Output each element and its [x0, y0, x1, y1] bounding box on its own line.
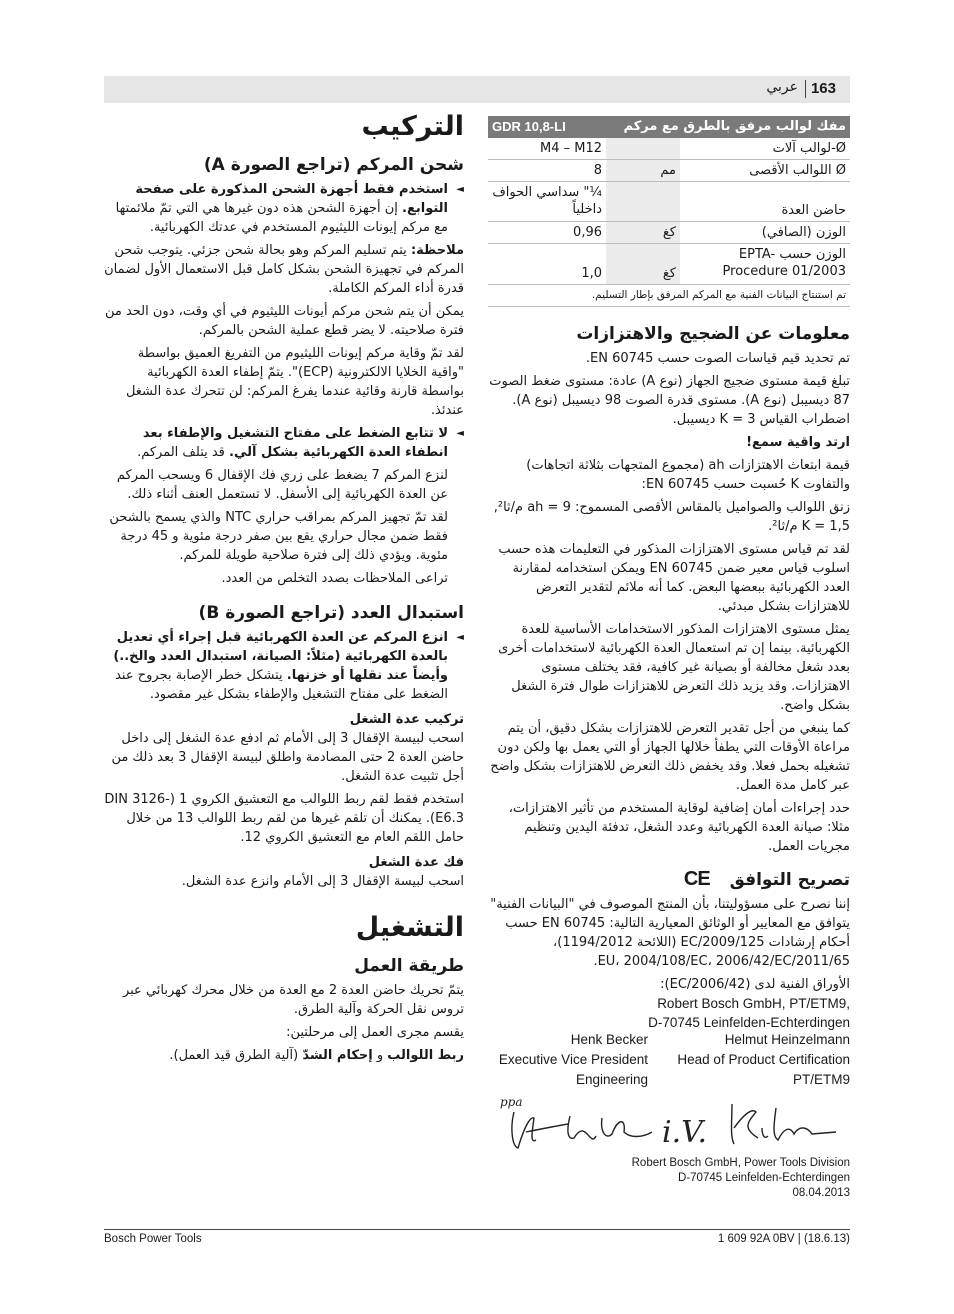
- row-value: 1,0: [488, 244, 606, 285]
- charging-note: [104, 241, 464, 298]
- row-unit: كغ: [606, 222, 680, 244]
- charger-warning-text: إن أجهزة الشحن هذه دون غيرها هي التي تمّ ملائمتها مع مركم إيونات الليثيوم المستخدم في عدتك الكهربائية.: [115, 201, 448, 235]
- battery-removal-warning-bold: انزع المركم عن العدة الكهربائية قبل إجراء أي تعديل بالعدة الكهربائية (مثلاً: الصيانة، استبدال العدد والخ..) وأيضاً عند نقلها أو خزنها.: [113, 630, 448, 683]
- insert-tool-paragraph-1: اسحب لبيسة الإقفال 3 إلى الأمام ثم ادفع عدة الشغل إلى داخل حاضن العدة 2 حتى المصادمة واطلق لبيسة الإقفال 3 بعد ذلك من أجل تثبيت عدة الشغل.: [111, 731, 464, 784]
- row-label: الوزن (الصافي): [680, 222, 850, 244]
- row-value: [488, 138, 606, 160]
- switch-warning: [104, 424, 464, 462]
- section-title-operation: التشغيل: [355, 912, 464, 943]
- paragraph-remove-battery: لنزع المركم 7 يضغط على زري فك الإقفال 6 ويسحب المركم عن العدة الكهربائية إلى الأسفل. لا تستعمل العنف أثناء ذلك.: [116, 468, 448, 502]
- tool-change-heading: استبدال العدد (تراجع الصورة B): [198, 603, 464, 623]
- table-header-row: [488, 116, 850, 138]
- switch-warning-bold: لا تتابع الضغط على مفتاح التشغيل والإطفاء بعد انطفاء العدة الكهربائية بشكل آلي.: [142, 426, 448, 460]
- paragraph-ecp: لقد تمّ وقاية مركم إيونات الليثيوم من التفريغ العميق بواسطة "واقية الخلايا الالكترونية (ECP)". يتمّ إطفاء العدة الكهربائية بواسطة قارنة وقائية عندما يفرغ المركم: لن تتحرك عدة الشغل عندئذ.: [125, 346, 464, 418]
- table-header-label: مفك لوالب مرفق بالطرق مع مركم: [606, 116, 850, 138]
- impact-note: (آلية الطرق قيد العمل).: [169, 1048, 299, 1063]
- tightening-label: إحكام الشدّ: [302, 1048, 373, 1063]
- signatory-becker: [499, 1030, 648, 1090]
- right-column: [488, 116, 850, 1032]
- row-label: الوزن حسب EPTA-Procedure 01/2003: [680, 244, 850, 285]
- iv-mark: i.V.: [662, 1115, 708, 1150]
- row-label: Ø اللوالب الأقصى: [680, 160, 850, 182]
- paragraph-ntc: لقد تمّ تجهيز المركم بمراقب حراري NTC والذي يسمح بالشحن فقط ضمن مجال حراري يقع بين صفر درجة مئوية و 45 درجة مئوية. ويؤدي ذلك إلى فترة صلاحية طويلة للمركم.: [109, 510, 448, 563]
- switch-warning-text: قد يتلف المركم.: [137, 445, 225, 460]
- charger-warning-bold: استخدم فقط أجهزة الشحن المذكورة على صفحة التوابع.: [135, 182, 448, 216]
- vibration-paragraph-3: لقد تم قياس مستوى الاهتزازات المذكور في التعليمات هذه حسب اسلوب قياس معير ضمن EN 60745 ويمكن استخدامه لمقارنة العدد الكهربائية ببعضها البعض. كما أنه ملائم لتقدير التعرض للاهتزازات بشكل مبدئي.: [498, 542, 850, 614]
- paragraph-disposal: تراعى الملاحظات بصدد التخلص من العدد.: [221, 571, 448, 586]
- signatory-department: Engineering: [575, 1072, 648, 1087]
- row-unit: مم: [606, 160, 680, 182]
- note-text: يتم تسليم المركم وهو بحالة شحن جزئي. يتوجب شحن المركم في تجهيزة الشحن بشكل كامل قبل الاستعمال الأول لضمان قدرة أداء المركم الكاملة.: [104, 243, 464, 296]
- battery-removal-warning: [104, 628, 464, 704]
- charging-heading: شحن المركم (تراجع الصورة A): [203, 155, 464, 175]
- company-line-1: Robert Bosch GmbH, Power Tools Division: [631, 1157, 850, 1169]
- insert-tool-heading: تركيب عدة الشغل: [349, 712, 464, 727]
- page-header: [104, 76, 850, 103]
- row-unit: [606, 182, 680, 222]
- vibration-paragraph-1: قيمة ابتعاث الاهتزازات ah (مجموع المتجهات بثلاثة اتجاهات) والتفاوت K حُسبت حسب EN 60745:: [526, 458, 850, 492]
- ce-mark-icon: CE: [683, 868, 710, 890]
- method-heading: طريقة العمل: [354, 956, 464, 976]
- footer-document-number: 1 609 92A 0BV | (18.6.13): [717, 1233, 850, 1245]
- noise-heading: معلومات عن الضجيج والاهتزازات: [576, 324, 850, 344]
- footer-divider: [104, 1229, 850, 1230]
- handwritten-signatures: [496, 1088, 842, 1158]
- remove-tool-paragraph: اسحب لبيسة الإقفال 3 إلى الأمام وانزع عدة الشغل.: [181, 874, 464, 889]
- vibration-paragraph-4: يمثل مستوى الاهتزازات المذكور الاستخدامات الأساسية للعدة الكهربائية. بينما إن تم استعمال العدة الكهربائية لاستخدامات أخرى بعدد شغل مخالفة أو بصيانة غير كافية، فقد يختلف مستوى الاهتزازات. وقد يزيد ذلك التعرض للاهتزازات طوال فترة الشغل بشكل واضح.: [498, 622, 850, 713]
- row-value: ¼" سداسي الحواف داخلياً: [488, 182, 606, 222]
- conformity-heading: تصريح التوافق: [729, 870, 850, 890]
- remove-tool-heading: فك عدة الشغل: [368, 855, 464, 870]
- screwdriving-label: ربط اللوالب: [387, 1048, 464, 1063]
- row-value-text: M4 – M12: [539, 141, 602, 156]
- signatory-heinzelmann: [677, 1030, 850, 1090]
- row-unit: كغ: [606, 244, 680, 285]
- vibration-paragraph-6: حدد إجراءات أمان إضافية لوقاية المستخدم من تأثير الاهتزازات، مثلا: صيانة العدة الكهربائية وعدد الشغل، تدفئة اليدين وتنظيم مجريات العمل.: [508, 801, 850, 854]
- note-label: ملاحظة:: [410, 243, 464, 258]
- company-line-2: D-70745 Leinfelden-Echterdingen: [678, 1172, 850, 1184]
- section-title-assembly: التركيب: [361, 111, 464, 142]
- method-paragraph-1: يتمّ تحريك حاضن العدة 2 مع العدة من خلال محرك كهربائي عبر تروس نقل الحركة وآلية الطرق.: [122, 983, 464, 1017]
- conformity-paragraph: إننا نصرح على مسؤوليتنا، بأن المنتج الموصوف في "البيانات الفنية" يتوافق مع المعايير أو الوثائق المعيارية التالية: EN 60745 حسب أحكام إرشادات 2009/125/EC (اللائحة 1194/2012)، 2011/65/EU، 2004/108/EC، 2006/42/EC.: [490, 897, 850, 969]
- vibration-paragraph-5: كما ينبغي من أجل تقدير التعرض للاهتزازات بشكل دقيق، أن يتم مراعاة الأوقات التي يطفأ خلالها الجهاز أو التي يعمل بها ولكن دون تشغيله بحمل فعلا. وقد يخفض ذلك التعرض للاهتزازات بشكل واضح عبر كامل مدة العمل.: [490, 721, 850, 793]
- page-number: 163: [810, 80, 836, 97]
- paragraph-anytime: يمكن أن يتم شحن مركم أيونات الليثيوم في أي وقت، دون الحد من فترة صلاحيته. لا يضر قطع عملية الشحن بالمركم.: [104, 304, 464, 338]
- row-unit: [606, 138, 680, 160]
- technical-file-address-1: Robert Bosch GmbH, PT/ETM9,: [657, 996, 850, 1011]
- conjunction: و: [376, 1048, 384, 1063]
- row-value: 0,96: [488, 222, 606, 244]
- ear-protection-warning: ارتد واقية سمع!: [746, 435, 850, 450]
- language-label: عربي: [766, 79, 798, 95]
- signatory-department: PT/ETM9: [792, 1072, 850, 1087]
- table-row: [488, 160, 850, 182]
- battery-removal-warning-text: يتشكل خطر الإصابة بجروح عند الضغط على مفتاح التشغيل والإطفاء بشكل غير مقصود.: [115, 668, 448, 702]
- noise-paragraph-2: تبلغ قيمة مستوى ضجيج الجهاز (نوع A) عادة: مستوى ضغط الصوت 87 ديسيبل (نوع A). مستوى قدرة الصوت 98 ديسيبل (نوع A). اضطراب القياس K = 3 ديسيبل.: [489, 374, 850, 427]
- table-row: [488, 222, 850, 244]
- row-label: Ø-لوالب آلات: [680, 138, 850, 160]
- table-row: [488, 138, 850, 160]
- table-row: [488, 244, 850, 285]
- row-value: 8: [488, 160, 606, 182]
- vibration-paragraph-2: زنق اللوالب والصواميل بالمقاس الأقصى المسموح: ah = 9 م/ثا², K = 1,5 م/ثا².: [493, 500, 850, 534]
- footer-brand: Bosch Power Tools: [104, 1233, 202, 1245]
- header-divider: [805, 80, 806, 98]
- company-address-block: [488, 1156, 850, 1201]
- technical-data-table: [488, 116, 850, 285]
- signatory-name: Helmut Heinzelmann: [724, 1032, 850, 1047]
- table-header-model: GDR 10,8-LI: [488, 116, 606, 138]
- signatory-title: Executive Vice President: [498, 1052, 648, 1067]
- signatory-title: Head of Product Certification: [677, 1052, 850, 1067]
- method-paragraph-2: يقسم مجرى العمل إلى مرحلتين:: [286, 1025, 464, 1040]
- ppa-mark: ppa: [500, 1095, 523, 1109]
- charger-warning: [104, 180, 464, 237]
- left-column: [104, 108, 464, 1069]
- row-label: حاضن العدة: [680, 182, 850, 222]
- insert-tool-paragraph-2: استخدم فقط لقم ربط اللوالب مع التعشيق الكروي 1 (DIN 3126-E6.3). يمكنك أن تلقم غيرها من لقم ربط اللوالب 13 من خلال حامل اللقم العام مع التعشيق الكروي 12.: [104, 792, 464, 845]
- table-footnote: تم استنتاج البيانات الفنية مع المركم المرفق بإطار التسليم.: [488, 285, 850, 307]
- technical-file-label: الأوراق الفنية لدى (2006/42/EC):: [660, 977, 850, 992]
- conformity-heading-row: [488, 866, 850, 893]
- noise-paragraph-1: تم تحديد قيم قياسات الصوت حسب EN 60745.: [585, 351, 850, 366]
- declaration-date: 08.04.2013: [792, 1187, 850, 1199]
- table-row: [488, 182, 850, 222]
- signatory-name: Henk Becker: [570, 1032, 648, 1047]
- technical-file-address-2: D-70745 Leinfelden-Echterdingen: [648, 1015, 850, 1030]
- method-paragraph-3: [104, 1046, 464, 1065]
